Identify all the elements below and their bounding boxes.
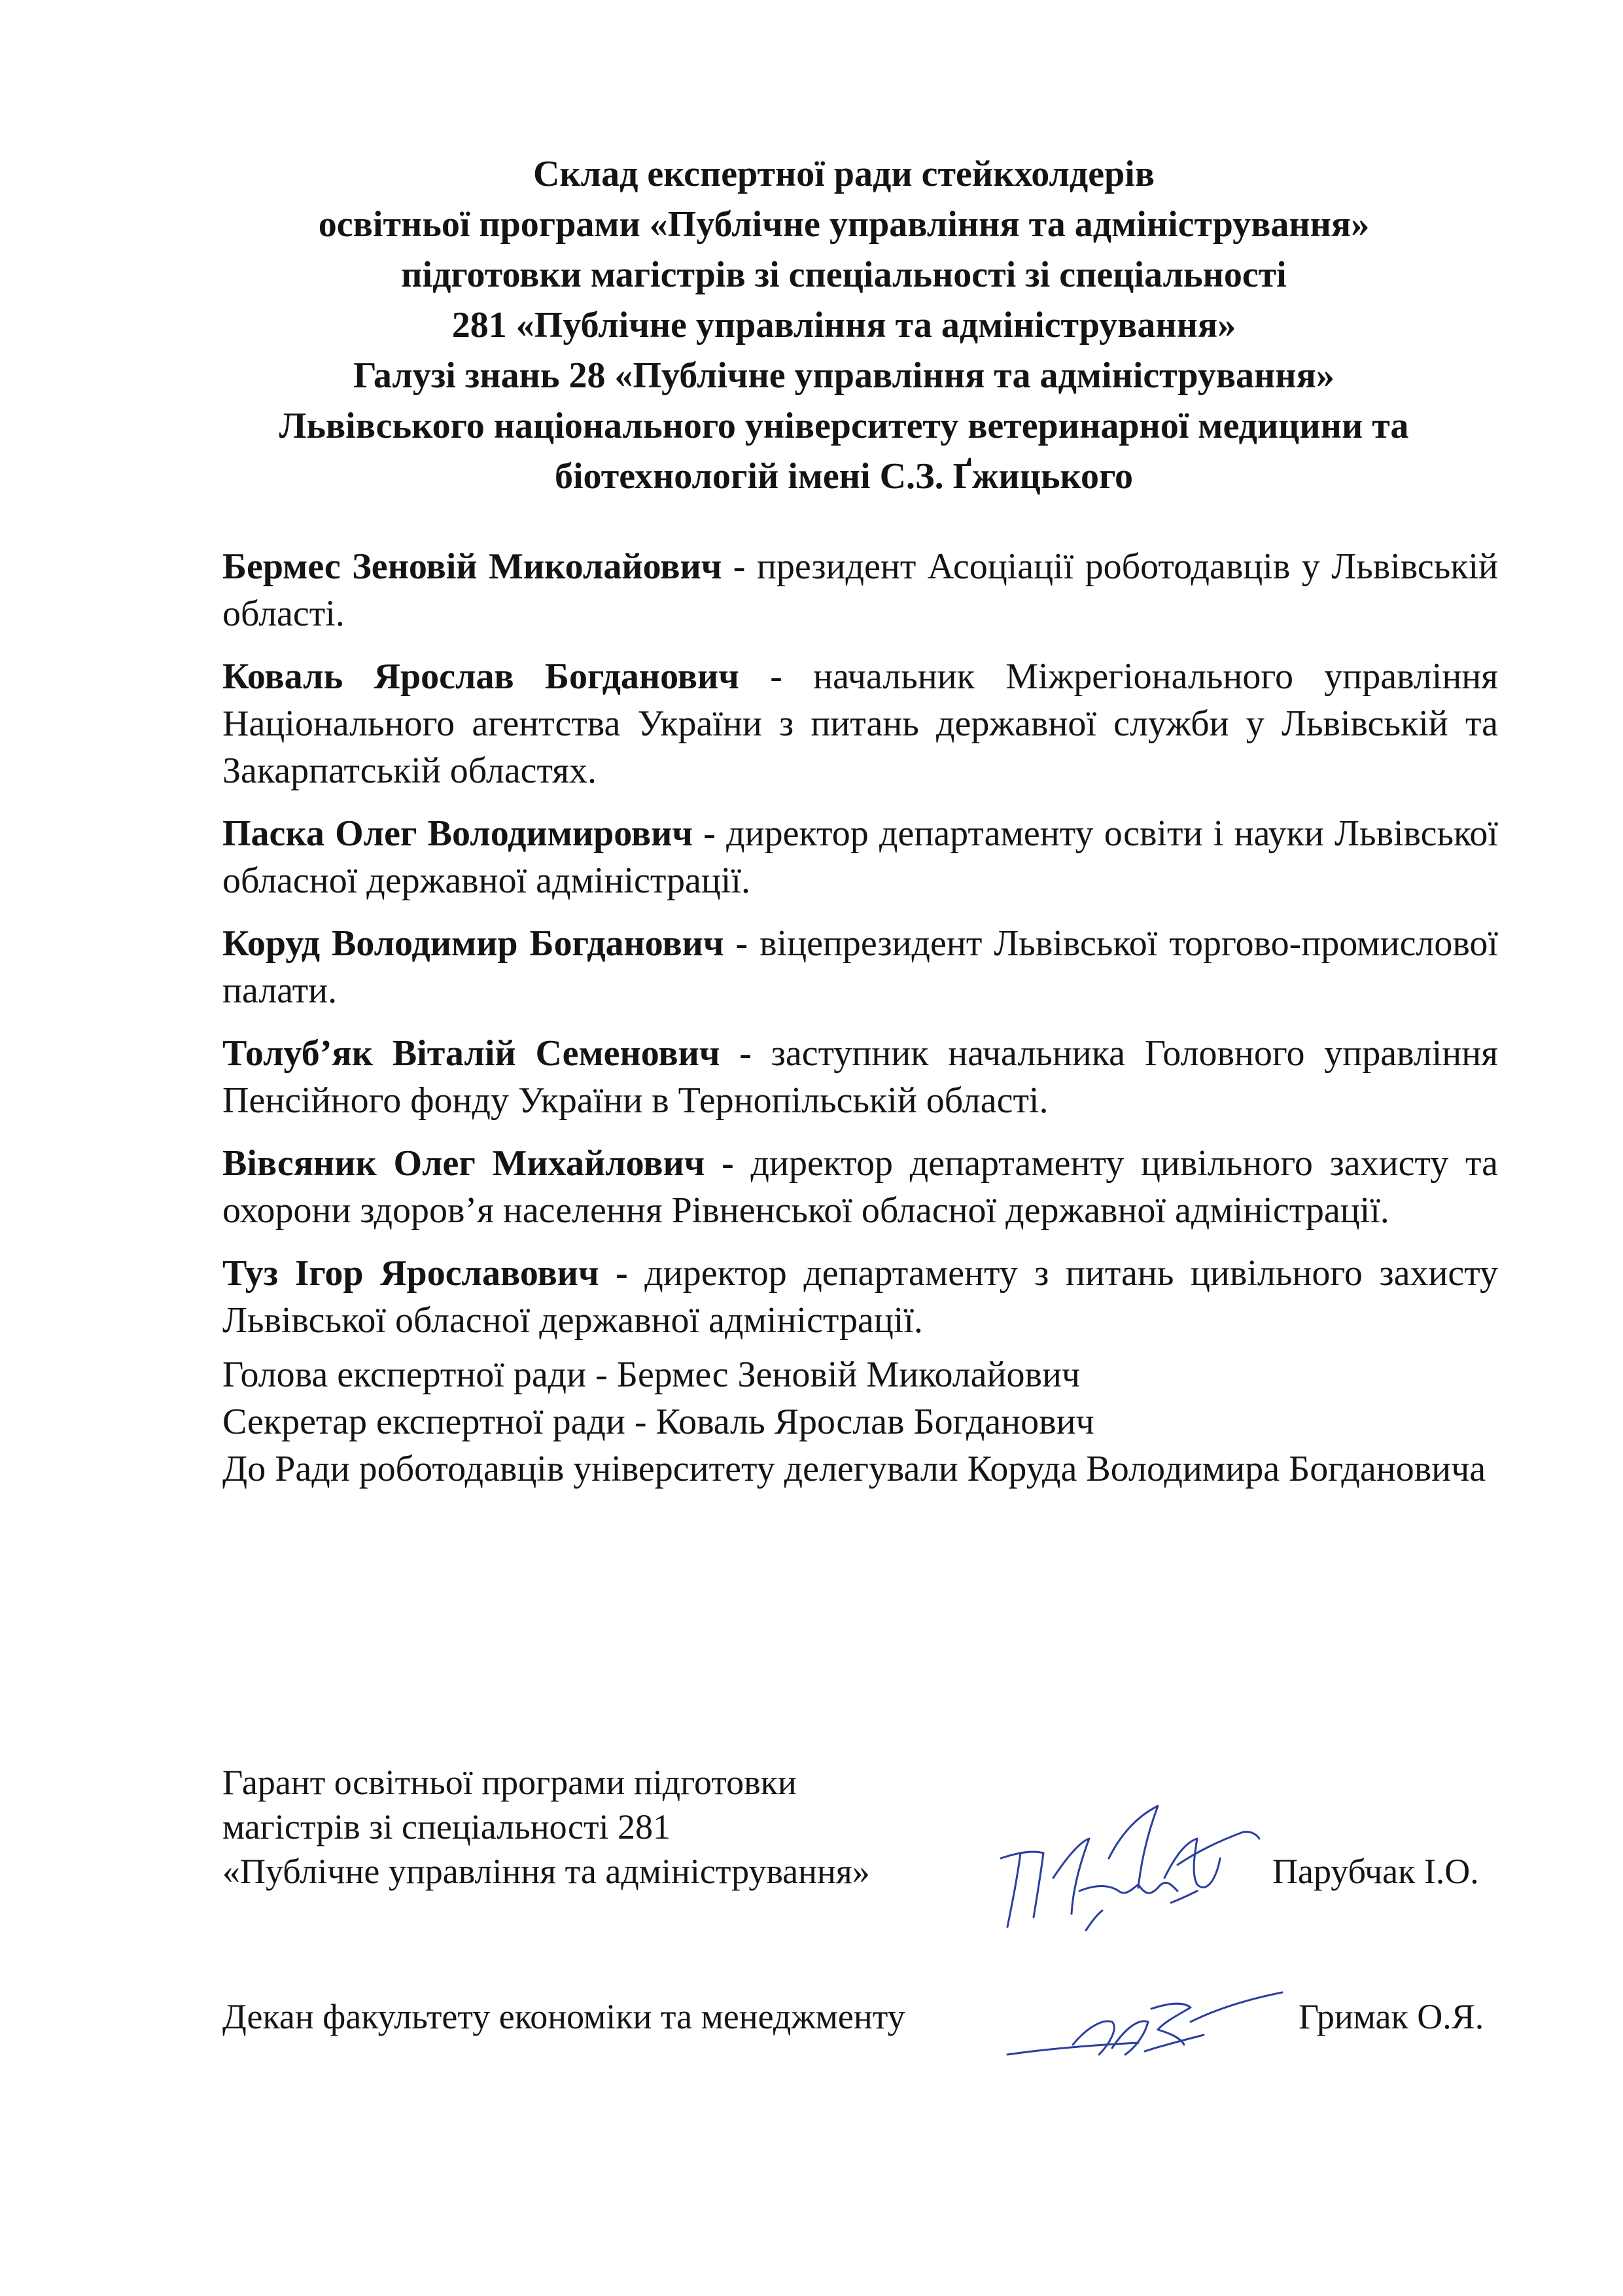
title-line: 281 «Публічне управління та адміністрування» bbox=[451, 305, 1236, 345]
council-secretary: Секретар експертної ради - Коваль Ярослав Богданович bbox=[222, 1402, 1094, 1442]
members-list bbox=[222, 543, 1498, 1360]
title-line: освітньої програми «Публічне управління та адміністрування» bbox=[318, 204, 1370, 245]
member-entry bbox=[222, 1140, 1498, 1234]
member-role: віцепрезидент Львівської торгово-промислової палати. bbox=[222, 923, 1498, 1011]
member-entry bbox=[222, 543, 1498, 637]
dean-signature-icon bbox=[994, 1983, 1295, 2074]
member-role: президент Асоціації роботодавців у Львівській області. bbox=[222, 546, 1498, 634]
member-role: директор департаменту з питань цивільного захисту Львівської обласної державної адміністрації. bbox=[222, 1253, 1498, 1341]
dean-name: Гримак О.Я. bbox=[1299, 1997, 1484, 2036]
member-role: директор департаменту цивільного захисту та охорони здоров’я населення Рівненської обласної державної адміністрації. bbox=[222, 1143, 1498, 1231]
guarant-signature-icon bbox=[981, 1780, 1269, 1943]
guarant-title bbox=[222, 1760, 870, 1894]
member-name: Толуб’як Віталій Семенович - bbox=[222, 1033, 752, 1074]
title-line: біотехнологій імені С.З. Ґжицького bbox=[554, 456, 1134, 497]
member-entry bbox=[222, 810, 1498, 904]
member-name: Вівсяник Олег Михайлович - bbox=[222, 1143, 734, 1184]
dean-title: Декан факультету економіки та менеджменту bbox=[222, 1997, 905, 2036]
council-chair: Голова експертної ради - Бермес Зеновій Миколайович bbox=[222, 1354, 1081, 1395]
member-entry bbox=[222, 653, 1498, 794]
title-line: Склад експертної ради стейкхолдерів bbox=[532, 154, 1155, 194]
member-role: директор департаменту освіти і науки Львівської обласної державної адміністрації. bbox=[222, 813, 1498, 901]
member-name: Коруд Володимир Богданович - bbox=[222, 923, 748, 964]
member-name: Бермес Зеновій Миколайович - bbox=[222, 546, 746, 587]
member-name: Паска Олег Володимирович - bbox=[222, 813, 716, 854]
member-name: Туз Ігор Ярославович - bbox=[222, 1253, 628, 1294]
council-delegate: До Ради роботодавців університету делегували Коруда Володимира Богдановича bbox=[222, 1449, 1486, 1489]
member-role: заступник начальника Головного управління Пенсійного фонду України в Тернопільській області. bbox=[222, 1033, 1498, 1121]
member-role: начальник Міжрегіонального управління Національного агентства України з питань державної служби у Львівській та Закарпатській областях. bbox=[222, 656, 1499, 791]
member-name: Коваль Ярослав Богданович - bbox=[222, 656, 782, 697]
guarant-name: Парубчак І.О. bbox=[1272, 1852, 1479, 1891]
council-roles bbox=[222, 1351, 1498, 1492]
title-line: Галузі знань 28 «Публічне управління та адміністрування» bbox=[353, 355, 1335, 396]
member-entry bbox=[222, 1250, 1498, 1344]
document-title bbox=[196, 149, 1492, 502]
guarant-title-line: Гарант освітньої програми підготовки bbox=[222, 1763, 797, 1802]
member-entry bbox=[222, 920, 1498, 1014]
guarant-title-line: «Публічне управління та адміністрування» bbox=[222, 1852, 870, 1891]
title-line: Львівського національного університету ветеринарної медицини та bbox=[279, 406, 1409, 446]
guarant-title-line: магістрів зі спеціальності 281 bbox=[222, 1807, 671, 1846]
member-entry bbox=[222, 1030, 1498, 1124]
title-line: підготовки магістрів зі спеціальності зі спеціальності bbox=[401, 255, 1287, 295]
